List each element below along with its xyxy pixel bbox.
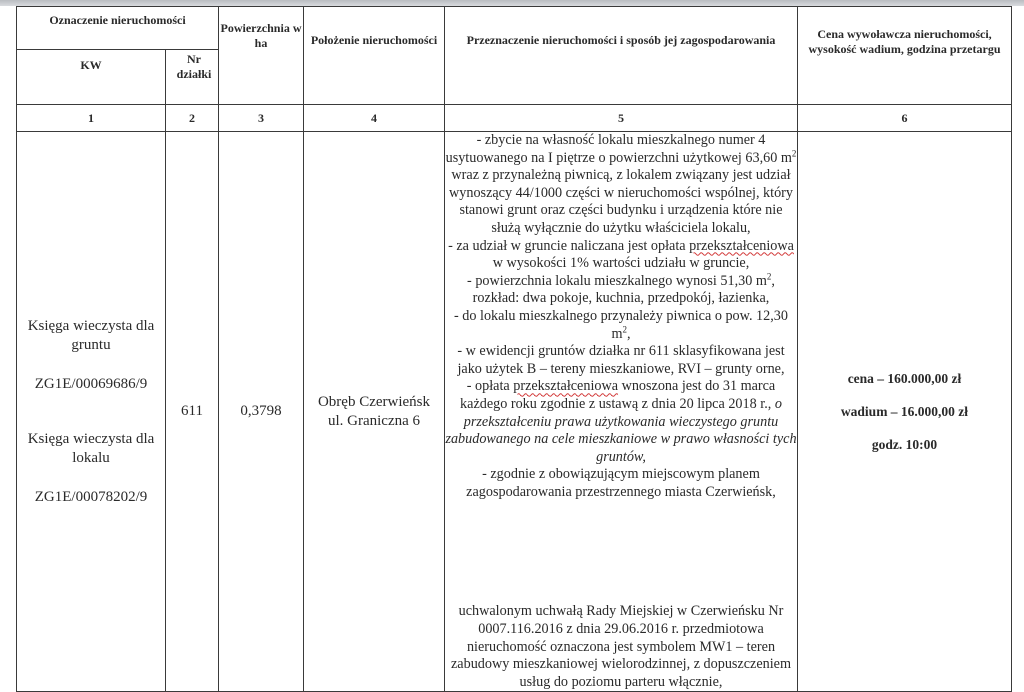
header-oznaczenie: Oznaczenie nieruchomości — [17, 7, 219, 50]
godzina-value: godz. 10:00 — [871, 436, 938, 452]
powierzchnia-cell: 0,3798 — [219, 132, 304, 692]
spellcheck-word: przekształceniowa — [513, 378, 619, 395]
kw-number-grunt: ZG1E/00069686/9 — [34, 375, 148, 392]
nr-dzialki-cell: 611 — [166, 132, 219, 692]
cena-value: cena – 160.000,00 zł — [847, 370, 962, 386]
desc-paragraph-2: - za udział w gruncie naliczana jest opłata przekształceniowa w wysokości 1% wartości udziału w gruncie, — [448, 237, 794, 272]
kw-label-lokal: Księga wieczysta dla lokalu — [27, 430, 155, 466]
wadium-value: wadium – 16.000,00 zł — [840, 403, 969, 419]
polozenie-cell — [304, 132, 445, 692]
kw-number-lokal: ZG1E/00078202/9 — [34, 488, 148, 505]
header-powierzchnia: Powierzchnia w ha — [219, 7, 304, 105]
desc-paragraph-7: - zgodnie z obowiązującym miejscowym planem zagospodarowania przestrzennego miasta Czerwieńsk, — [466, 466, 776, 500]
column-number-1: 1 — [17, 105, 166, 132]
desc-paragraph-6: - opłata przekształceniowa wnoszona jest do 31 marca każdego roku zgodnie z ustawą z dnia 20 lipca 2018 r., o przekształceniu prawa użytkowania wieczystego gruntu zabudowanego na cele mieszkaniowe w prawo własności tych gruntów, — [445, 378, 797, 465]
kw-label-grunt: Księga wieczysta dla gruntu — [27, 317, 155, 353]
header-cena: Cena wywoławcza nieruchomości, wysokość wadium, godzina przetargu — [798, 7, 1012, 105]
column-number-5: 5 — [445, 105, 798, 132]
column-number-4: 4 — [304, 105, 445, 132]
kw-cell — [17, 132, 166, 692]
przeznaczenie-cell — [445, 132, 798, 692]
column-number-2: 2 — [166, 105, 219, 132]
table-row — [17, 132, 1012, 692]
header-polozenie: Położenie nieruchomości — [304, 7, 445, 105]
desc-paragraph-3: - powierzchnia lokalu mieszkalnego wynosi 51,30 $m^2$, rozkład: dwa pokoje, kuchnia, przedpokój, łazienka, — [467, 271, 775, 307]
header-kw: KW — [17, 50, 166, 105]
desc-paragraph-5: - w ewidencji gruntów działka nr 611 sklasyfikowana jest jako użytek B – tereny mieszkaniowe, RVI – grunty orne, — [457, 343, 785, 377]
header-przeznaczenie: Przeznaczenie nieruchomości i sposób jej zagospodarowania — [445, 7, 798, 105]
column-number-6: 6 — [798, 105, 1012, 132]
column-number-3: 3 — [219, 105, 304, 132]
polozenie-line-2: ul. Graniczna 6 — [327, 412, 421, 429]
desc-paragraph-4: - do lokalu mieszkalnego przynależy piwnica o pow. 12,30 $m^2$, — [454, 307, 788, 342]
header-nr-dzialki: Nr działki — [166, 50, 219, 105]
property-table — [16, 6, 1012, 692]
cena-cell — [798, 132, 1012, 692]
polozenie-line-1: Obręb Czerwieńsk — [317, 393, 431, 410]
desc-paragraph-8: uchwalonym uchwałą Rady Miejskiej w Czerwieńsku Nr 0007.116.2016 z dnia 29.06.2016 r. przedmiotowa nieruchomość oznaczona jest symbolem MW1 – teren zabudowy mieszkaniowej wielorodzinnej, z dopuszczeniem usług do poziomu parteru włącznie, — [451, 603, 791, 690]
desc-paragraph-1: - zbycie na własność lokalu mieszkalnego numer 4 usytuowanego na I piętrze o powierzchni użytkowej 63,60 $m^2$ wraz z przynależną piwnicą, z lokalem związany jest udział wynoszący 44/1000 części w nieruchomości wspólnej, który stanowi grunt oraz części budynku i urządzenia które nie służą wyłącznie do użytku właściciela lokalu, — [445, 132, 797, 236]
spellcheck-word: przekształceniowa — [689, 237, 794, 254]
